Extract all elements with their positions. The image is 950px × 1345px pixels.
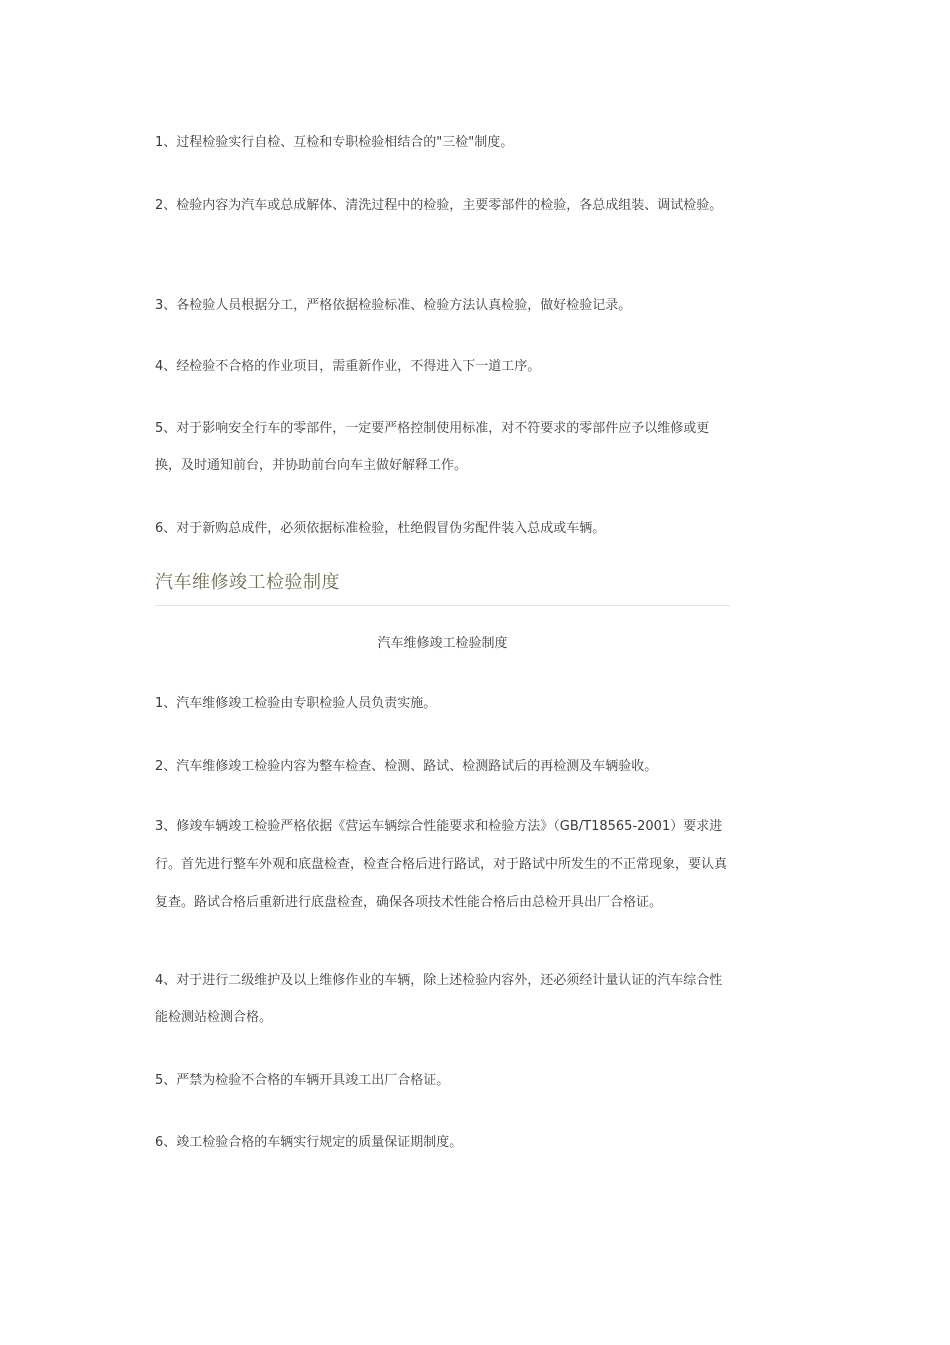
paragraph-final-3: 3、修竣车辆竣工检验严格依据《营运车辆综合性能要求和检验方法》（GB/T18565-2001）要求进行。首先进行整车外观和底盘检查，检查合格后进行路试，对于路试中所发生的不正常现象，要认真复查。路试合格后重新进行底盘检查，确保各项技术性能合格后由总检开具出厂合格证。 (155, 819, 728, 910)
paragraph-final-1: 1、汽车维修竣工检验由专职检验人员负责实施。 (155, 696, 437, 711)
section-subtitle: 汽车维修竣工检验制度 (377, 636, 508, 651)
paragraph-process-3: 3、各检验人员根据分工，严格依据检验标准、检验方法认真检验，做好检验记录。 (155, 298, 632, 313)
paragraph-final-6: 6、竣工检验合格的车辆实行规定的质量保证期制度。 (155, 1135, 463, 1150)
paragraph-final-5: 5、严禁为检验不合格的车辆开具竣工出厂合格证。 (155, 1073, 450, 1088)
paragraph-process-2: 2、检验内容为汽车或总成解体、清洗过程中的检验，主要零部件的检验，各总成组装、调试检验。 (155, 198, 723, 213)
paragraph-process-4: 4、经检验不合格的作业项目，需重新作业，不得进入下一道工序。 (155, 359, 541, 374)
paragraph-process-1: 1、过程检验实行自检、互检和专职检验相结合的"三检"制度。 (155, 135, 514, 150)
paragraph-process-5: 5、对于影响安全行车的零部件，一定要严格控制使用标准，对不符要求的零部件应予以维修或更换，及时通知前台，并协助前台向车主做好解释工作。 (155, 421, 710, 473)
paragraph-final-4: 4、对于进行二级维护及以上维修作业的车辆，除上述检验内容外，还必须经计量认证的汽车综合性能检测站检测合格。 (155, 973, 723, 1025)
section-heading: 汽车维修竣工检验制度 (155, 572, 340, 593)
paragraph-process-6: 6、对于新购总成件，必须依据标准检验，杜绝假冒伪劣配件装入总成或车辆。 (155, 521, 606, 536)
paragraph-final-2: 2、汽车维修竣工检验内容为整车检查、检测、路试、检测路试后的再检测及车辆验收。 (155, 759, 658, 774)
heading-divider (155, 605, 730, 606)
